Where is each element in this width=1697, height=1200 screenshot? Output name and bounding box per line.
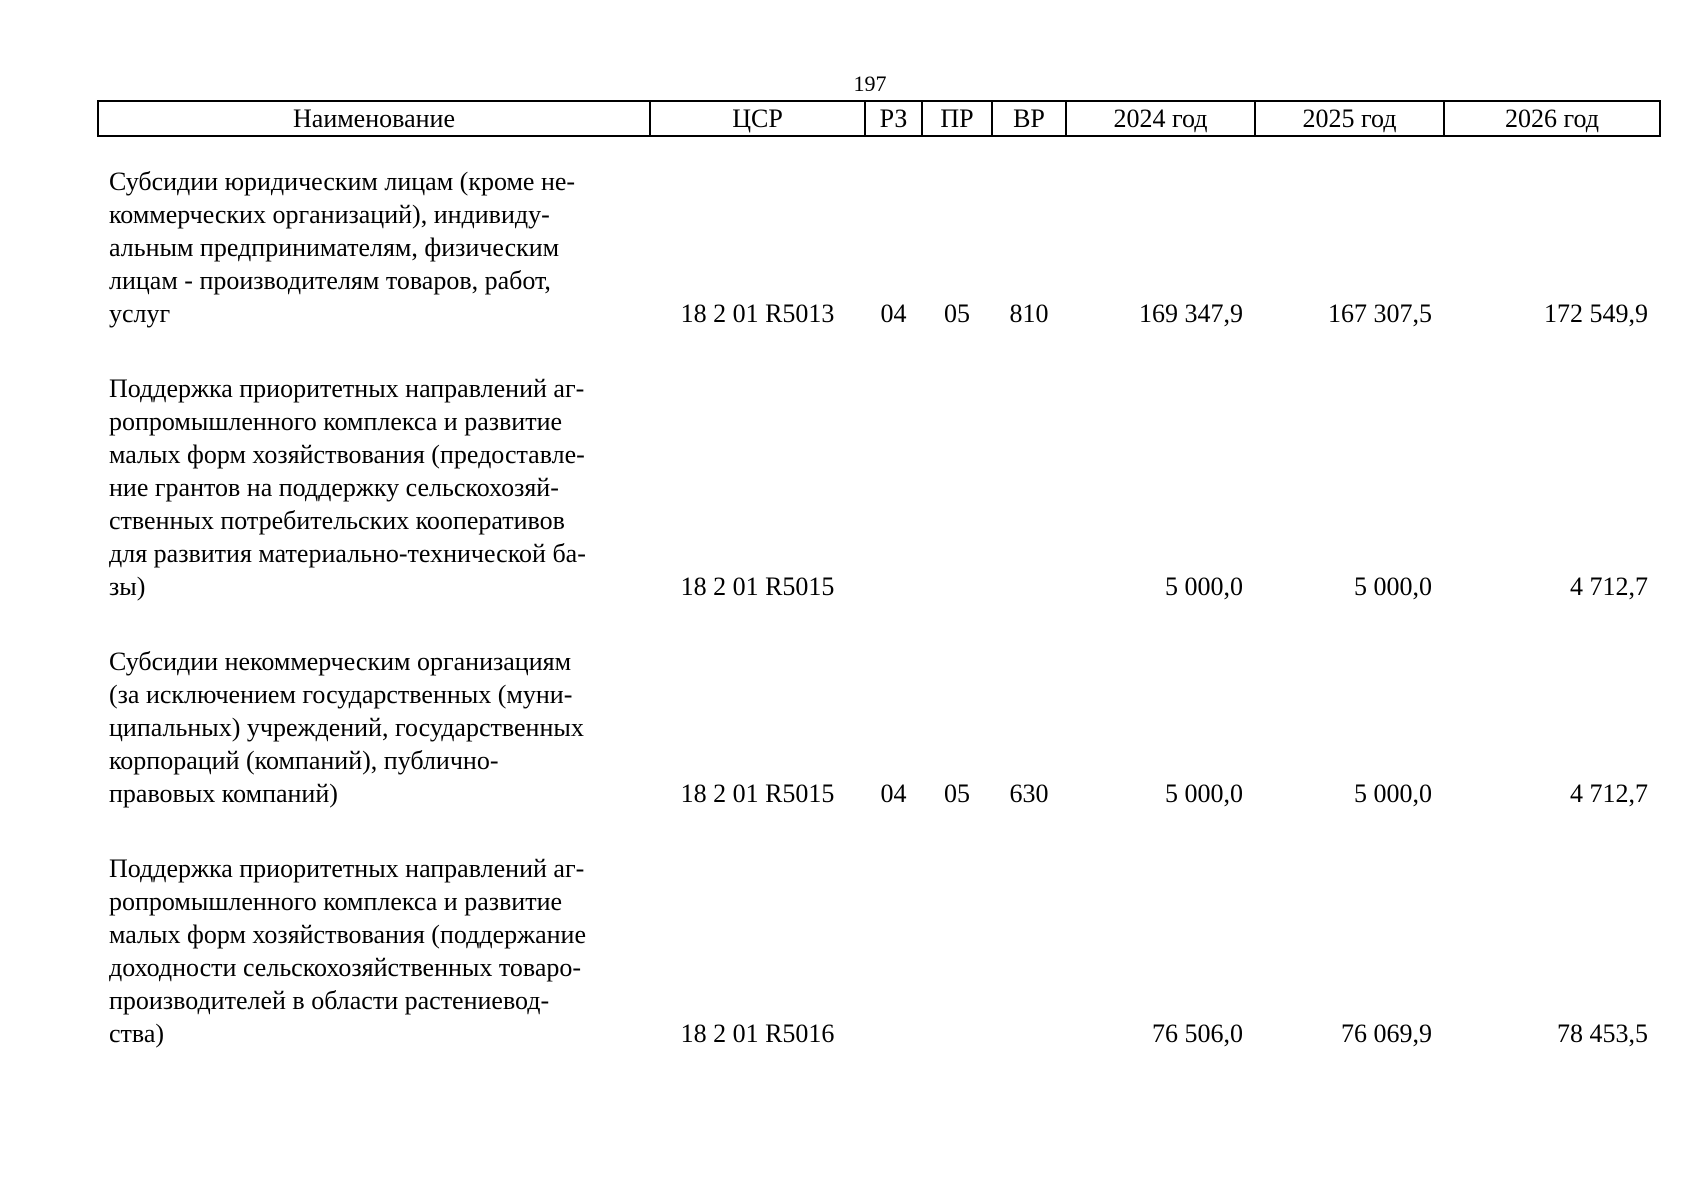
row-csr: 18 2 01 R5015 [680, 779, 835, 808]
table-row [98, 136, 1660, 344]
row-amount-2024: 76 506,0 [1152, 1019, 1243, 1048]
row-name-line: правовых компаний) [109, 779, 338, 808]
row-pr: 05 [944, 299, 970, 328]
row-vr [992, 824, 1066, 1064]
table-row [98, 617, 1660, 824]
row-name [98, 617, 650, 824]
row-name-line: ние грантов на поддержку сельскохозяй- [109, 473, 559, 502]
row-amount-2026: 172 549,9 [1544, 299, 1648, 328]
row-name-line: коммерческих организаций), индивиду- [109, 200, 550, 229]
row-name-line: Поддержка приоритетных направлений аг- [109, 854, 585, 883]
row-name-line: корпораций (компаний), публично- [109, 746, 499, 775]
header-pr: ПР [922, 101, 992, 136]
row-amount-2025: 76 069,9 [1341, 1019, 1432, 1048]
header-csr: ЦСР [650, 101, 865, 136]
header-name: Наименование [98, 101, 650, 136]
row-amount-2025: 167 307,5 [1328, 299, 1432, 328]
row-name-line: доходности сельскохозяйственных товаро- [109, 953, 582, 982]
header-2026: 2026 год [1444, 101, 1660, 136]
row-amount-2026: 4 712,7 [1570, 779, 1648, 808]
row-rz [865, 344, 922, 617]
row-name-line: Субсидии некоммерческим организациям [109, 647, 572, 676]
header-vr: ВР [992, 101, 1066, 136]
budget-table [97, 100, 1661, 1064]
row-rz: 04 [880, 779, 907, 808]
row-rz: 04 [880, 299, 907, 328]
table-row [98, 824, 1660, 1064]
row-pr [922, 824, 992, 1064]
row-name [98, 136, 650, 344]
row-name-line: ственных потребительских кооперативов [109, 506, 565, 535]
row-vr [992, 344, 1066, 617]
row-name [98, 344, 650, 617]
row-amount-2024: 5 000,0 [1165, 779, 1243, 808]
row-pr [922, 344, 992, 617]
row-amount-2026: 4 712,7 [1570, 572, 1648, 601]
row-csr: 18 2 01 R5016 [680, 1019, 835, 1048]
row-name-line: малых форм хозяйствования (предоставле- [109, 440, 585, 469]
row-name-line: (за исключением государственных (муни- [109, 680, 573, 709]
header-rz: РЗ [865, 101, 922, 136]
row-amount-2024: 5 000,0 [1165, 572, 1243, 601]
row-name-line: альным предпринимателям, физическим [109, 233, 560, 262]
page-number: 197 [853, 71, 887, 96]
row-pr: 05 [944, 779, 970, 808]
row-name-line: лицам - производителям товаров, работ, [109, 266, 551, 295]
row-amount-2025: 5 000,0 [1354, 572, 1432, 601]
row-name-line: зы) [109, 572, 146, 601]
row-csr: 18 2 01 R5015 [680, 572, 835, 601]
row-amount-2026: 78 453,5 [1557, 1019, 1648, 1048]
row-name-line: Поддержка приоритетных направлений аг- [109, 374, 585, 403]
row-name-line: производителей в области растениевод- [109, 986, 550, 1015]
row-name-line: малых форм хозяйствования (поддержание [109, 920, 587, 949]
row-name-line: ропромышленного комплекса и развитие [109, 887, 563, 916]
row-rz [865, 824, 922, 1064]
header-2024: 2024 год [1066, 101, 1255, 136]
row-vr: 630 [1009, 779, 1049, 808]
row-amount-2025: 5 000,0 [1354, 779, 1432, 808]
row-name-line: Субсидии юридическим лицам (кроме не- [109, 167, 576, 196]
row-name-line: услуг [109, 299, 171, 328]
table-header-row [98, 101, 1660, 136]
row-csr: 18 2 01 R5013 [680, 299, 835, 328]
row-vr: 810 [1009, 299, 1049, 328]
row-name-line: ства) [109, 1019, 165, 1048]
row-amount-2024: 169 347,9 [1139, 299, 1243, 328]
row-name-line: ципальных) учреждений, государственных [109, 713, 584, 742]
header-2025: 2025 год [1255, 101, 1444, 136]
row-name-line: ропромышленного комплекса и развитие [109, 407, 563, 436]
table-row [98, 344, 1660, 617]
row-name-line: для развития материально-технической ба- [109, 539, 586, 568]
row-name [98, 824, 650, 1064]
